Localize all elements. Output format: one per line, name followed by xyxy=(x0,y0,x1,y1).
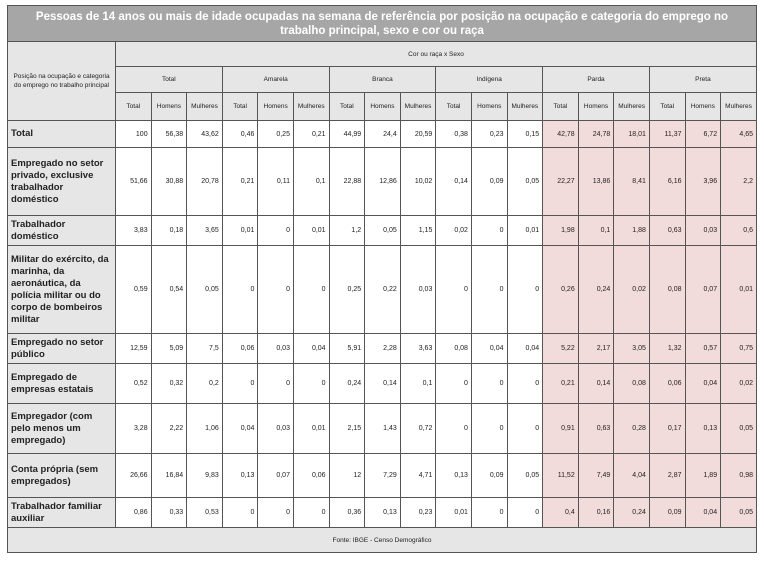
table-cell: 4,71 xyxy=(400,454,436,498)
table-cell: 0 xyxy=(258,498,294,528)
table-cell: 7,49 xyxy=(578,454,614,498)
table-cell: 26,66 xyxy=(116,454,152,498)
table-cell: 22,88 xyxy=(329,148,365,216)
table-cell: 1,88 xyxy=(614,216,650,246)
table-cell: 100 xyxy=(116,121,152,148)
table-cell: 5,91 xyxy=(329,334,365,364)
table-cell: 0,25 xyxy=(329,246,365,334)
table-row xyxy=(8,334,757,364)
table-cell: 2,28 xyxy=(365,334,401,364)
table-cell: 0,18 xyxy=(151,216,187,246)
table-cell: 0,07 xyxy=(685,246,721,334)
table-cell: 3,65 xyxy=(187,216,223,246)
table-row xyxy=(8,148,757,216)
table-cell: 1,06 xyxy=(187,404,223,454)
row-label: Trabalhador familiar auxiliar xyxy=(8,498,116,528)
table-cell: 24,78 xyxy=(578,121,614,148)
table-cell: 0,21 xyxy=(543,364,579,404)
table-cell: 0 xyxy=(222,364,258,404)
table-cell: 0,05 xyxy=(365,216,401,246)
table-cell: 0 xyxy=(436,246,472,334)
table-cell: 0 xyxy=(471,498,507,528)
row-label: Empregado no setor privado, exclusive trabalhador doméstico xyxy=(8,148,116,216)
table-cell: 1,89 xyxy=(685,454,721,498)
table-cell: 0,28 xyxy=(614,404,650,454)
table-cell: 0,22 xyxy=(365,246,401,334)
subheader-5-1: Homens xyxy=(685,93,721,121)
group-header-4: Parda xyxy=(543,67,650,93)
table-cell: 0,52 xyxy=(116,364,152,404)
table-cell: 44,99 xyxy=(329,121,365,148)
table-cell: 0,57 xyxy=(685,334,721,364)
table-cell: 12 xyxy=(329,454,365,498)
table-cell: 0,26 xyxy=(543,246,579,334)
table-cell: 0 xyxy=(293,364,329,404)
table-cell: 3,83 xyxy=(116,216,152,246)
subheader-2-1: Homens xyxy=(365,93,401,121)
table-cell: 9,83 xyxy=(187,454,223,498)
table-cell: 0,21 xyxy=(293,121,329,148)
table-cell: 0,01 xyxy=(293,404,329,454)
table-cell: 0,2 xyxy=(187,364,223,404)
subheader-1-2: Mulheres xyxy=(293,93,329,121)
table-cell: 0,23 xyxy=(471,121,507,148)
table-cell: 0,14 xyxy=(436,148,472,216)
table-cell: 3,05 xyxy=(614,334,650,364)
row-label: Trabalhador doméstico xyxy=(8,216,116,246)
subheader-4-2: Mulheres xyxy=(614,93,650,121)
subheader-row xyxy=(8,93,757,121)
subheader-3-2: Mulheres xyxy=(507,93,543,121)
table-cell: 51,66 xyxy=(116,148,152,216)
subheader-2-2: Mulheres xyxy=(400,93,436,121)
table-cell: 0 xyxy=(222,246,258,334)
table-cell: 22,27 xyxy=(543,148,579,216)
table-cell: 0 xyxy=(507,498,543,528)
row-label: Conta própria (sem empregados) xyxy=(8,454,116,498)
table-footer: Fonte: IBGE - Censo Demográfico xyxy=(8,528,757,553)
table-cell: 0,11 xyxy=(258,148,294,216)
table-cell: 3,28 xyxy=(116,404,152,454)
table-cell: 20,59 xyxy=(400,121,436,148)
table-cell: 0,03 xyxy=(258,404,294,454)
table-title: Pessoas de 14 anos ou mais de idade ocupadas na semana de referência por posição na ocupação e categoria do emprego no trabalho principal, sexo e cor ou raça xyxy=(8,6,757,42)
data-table xyxy=(7,5,757,553)
subheader-5-0: Total xyxy=(649,93,685,121)
subheader-5-2: Mulheres xyxy=(721,93,757,121)
subheader-3-1: Homens xyxy=(471,93,507,121)
table-row xyxy=(8,498,757,528)
table-cell: 1,98 xyxy=(543,216,579,246)
table-cell: 0,16 xyxy=(578,498,614,528)
table-cell: 0,4 xyxy=(543,498,579,528)
row-label: Empregado de empresas estatais xyxy=(8,364,116,404)
table-cell: 0,07 xyxy=(258,454,294,498)
table-cell: 1,2 xyxy=(329,216,365,246)
table-cell: 20,78 xyxy=(187,148,223,216)
table-cell: 12,59 xyxy=(116,334,152,364)
table-cell: 5,09 xyxy=(151,334,187,364)
table-cell: 43,62 xyxy=(187,121,223,148)
table-cell: 0 xyxy=(436,364,472,404)
table-row xyxy=(8,216,757,246)
subheader-0-1: Homens xyxy=(151,93,187,121)
table-cell: 0,21 xyxy=(222,148,258,216)
table-cell: 0,06 xyxy=(293,454,329,498)
table-cell: 0,54 xyxy=(151,246,187,334)
table-cell: 0,46 xyxy=(222,121,258,148)
table-cell: 42,78 xyxy=(543,121,579,148)
group-header-0: Total xyxy=(116,67,223,93)
table-cell: 0 xyxy=(258,364,294,404)
table-cell: 0,24 xyxy=(329,364,365,404)
table-cell: 0,01 xyxy=(721,246,757,334)
table-cell: 1,32 xyxy=(649,334,685,364)
table-cell: 0,53 xyxy=(187,498,223,528)
table-cell: 0,1 xyxy=(400,364,436,404)
subheader-1-0: Total xyxy=(222,93,258,121)
table-cell: 5,22 xyxy=(543,334,579,364)
table-cell: 0,15 xyxy=(507,121,543,148)
table-cell: 7,29 xyxy=(365,454,401,498)
group-header-1: Amarela xyxy=(222,67,329,93)
table-cell: 0,04 xyxy=(222,404,258,454)
table-cell: 2,17 xyxy=(578,334,614,364)
table-cell: 0,09 xyxy=(471,148,507,216)
table-cell: 0,32 xyxy=(151,364,187,404)
table-cell: 7,5 xyxy=(187,334,223,364)
table-cell: 0,08 xyxy=(436,334,472,364)
subheader-4-0: Total xyxy=(543,93,579,121)
table-cell: 0 xyxy=(293,246,329,334)
table-cell: 6,72 xyxy=(685,121,721,148)
table-cell: 0,04 xyxy=(507,334,543,364)
table-cell: 3,96 xyxy=(685,148,721,216)
table-cell: 0,13 xyxy=(365,498,401,528)
table-cell: 10,02 xyxy=(400,148,436,216)
table-cell: 0 xyxy=(436,404,472,454)
table-cell: 56,38 xyxy=(151,121,187,148)
table-cell: 18,01 xyxy=(614,121,650,148)
table-cell: 0,14 xyxy=(365,364,401,404)
group-row xyxy=(8,67,757,93)
table-body xyxy=(8,121,757,528)
subheader-3-0: Total xyxy=(436,93,472,121)
table-cell: 3,63 xyxy=(400,334,436,364)
table-cell: 0,24 xyxy=(578,246,614,334)
table-cell: 0,59 xyxy=(116,246,152,334)
subheader-0-0: Total xyxy=(116,93,152,121)
table-cell: 0,13 xyxy=(685,404,721,454)
table-cell: 0,05 xyxy=(721,498,757,528)
table-cell: 1,15 xyxy=(400,216,436,246)
table-cell: 0,86 xyxy=(116,498,152,528)
table-cell: 0 xyxy=(258,216,294,246)
table-cell: 0,91 xyxy=(543,404,579,454)
table-cell: 4,65 xyxy=(721,121,757,148)
table-cell: 0,06 xyxy=(222,334,258,364)
table-cell: 2,15 xyxy=(329,404,365,454)
table-cell: 0,01 xyxy=(436,498,472,528)
table-row xyxy=(8,454,757,498)
table-cell: 0,33 xyxy=(151,498,187,528)
row-label: Militar do exército, da marinha, da aeronáutica, da polícia militar ou do corpo de bombeiros militar xyxy=(8,246,116,334)
table-cell: 0,13 xyxy=(436,454,472,498)
table-cell: 0,04 xyxy=(293,334,329,364)
table-cell: 2,22 xyxy=(151,404,187,454)
table-cell: 0,14 xyxy=(578,364,614,404)
table-cell: 0 xyxy=(471,246,507,334)
table-cell: 0,04 xyxy=(685,498,721,528)
table-cell: 0 xyxy=(507,404,543,454)
table-cell: 0,1 xyxy=(293,148,329,216)
subheader-2-0: Total xyxy=(329,93,365,121)
table-cell: 0,02 xyxy=(614,246,650,334)
table-cell: 0,38 xyxy=(436,121,472,148)
table-cell: 0,05 xyxy=(507,454,543,498)
table-cell: 4,04 xyxy=(614,454,650,498)
table-cell: 0,08 xyxy=(649,246,685,334)
table-row xyxy=(8,121,757,148)
row-label: Total xyxy=(8,121,116,148)
table-cell: 0,05 xyxy=(187,246,223,334)
table-cell: 0 xyxy=(471,364,507,404)
table-cell: 0,01 xyxy=(222,216,258,246)
row-header: Posição na ocupação e categoria do emprego no trabalho principal xyxy=(8,42,116,121)
table-cell: 1,43 xyxy=(365,404,401,454)
table-cell: 0,02 xyxy=(721,364,757,404)
table-cell: 0 xyxy=(507,246,543,334)
subheader-0-2: Mulheres xyxy=(187,93,223,121)
table-cell: 0,01 xyxy=(507,216,543,246)
table-cell: 13,86 xyxy=(578,148,614,216)
table-cell: 0,02 xyxy=(436,216,472,246)
table-cell: 0 xyxy=(471,404,507,454)
table-cell: 0,03 xyxy=(685,216,721,246)
table-cell: 0,13 xyxy=(222,454,258,498)
table-cell: 0,1 xyxy=(578,216,614,246)
table-cell: 0,98 xyxy=(721,454,757,498)
table-row xyxy=(8,404,757,454)
table-cell: 8,41 xyxy=(614,148,650,216)
table-cell: 0 xyxy=(293,498,329,528)
table-cell: 0,63 xyxy=(578,404,614,454)
table-row xyxy=(8,364,757,404)
group-header: Cor ou raça x Sexo xyxy=(116,42,757,67)
table-cell: 11,37 xyxy=(649,121,685,148)
table-cell: 0,04 xyxy=(471,334,507,364)
table-cell: 11,52 xyxy=(543,454,579,498)
table-cell: 0,17 xyxy=(649,404,685,454)
group-header-5: Preta xyxy=(649,67,756,93)
table-cell: 0,36 xyxy=(329,498,365,528)
table-cell: 24,4 xyxy=(365,121,401,148)
table-cell: 16,84 xyxy=(151,454,187,498)
table-cell: 0,05 xyxy=(507,148,543,216)
table-cell: 0 xyxy=(258,246,294,334)
table-cell: 0,09 xyxy=(649,498,685,528)
table-cell: 0,24 xyxy=(614,498,650,528)
table-cell: 12,86 xyxy=(365,148,401,216)
table-cell: 0,05 xyxy=(721,404,757,454)
group-header-3: Indígena xyxy=(436,67,543,93)
table-cell: 0 xyxy=(222,498,258,528)
table-cell: 0 xyxy=(471,216,507,246)
table-cell: 0,25 xyxy=(258,121,294,148)
table-cell: 0,75 xyxy=(721,334,757,364)
table-row xyxy=(8,246,757,334)
group-header-2: Branca xyxy=(329,67,436,93)
subheader-1-1: Homens xyxy=(258,93,294,121)
table-cell: 0,08 xyxy=(614,364,650,404)
row-label: Empregador (com pelo menos um empregado) xyxy=(8,404,116,454)
table-cell: 0 xyxy=(507,364,543,404)
table-cell: 2,2 xyxy=(721,148,757,216)
table-cell: 6,16 xyxy=(649,148,685,216)
table-cell: 0,63 xyxy=(649,216,685,246)
table-cell: 0,04 xyxy=(685,364,721,404)
table-cell: 0,03 xyxy=(258,334,294,364)
table-cell: 0,01 xyxy=(293,216,329,246)
table-cell: 0,09 xyxy=(471,454,507,498)
table-cell: 0,72 xyxy=(400,404,436,454)
table-container xyxy=(7,5,757,563)
row-label: Empregado no setor público xyxy=(8,334,116,364)
table-cell: 0,6 xyxy=(721,216,757,246)
table-cell: 30,88 xyxy=(151,148,187,216)
table-cell: 2,87 xyxy=(649,454,685,498)
table-cell: 0,23 xyxy=(400,498,436,528)
subheader-4-1: Homens xyxy=(578,93,614,121)
table-cell: 0,06 xyxy=(649,364,685,404)
table-cell: 0,03 xyxy=(400,246,436,334)
